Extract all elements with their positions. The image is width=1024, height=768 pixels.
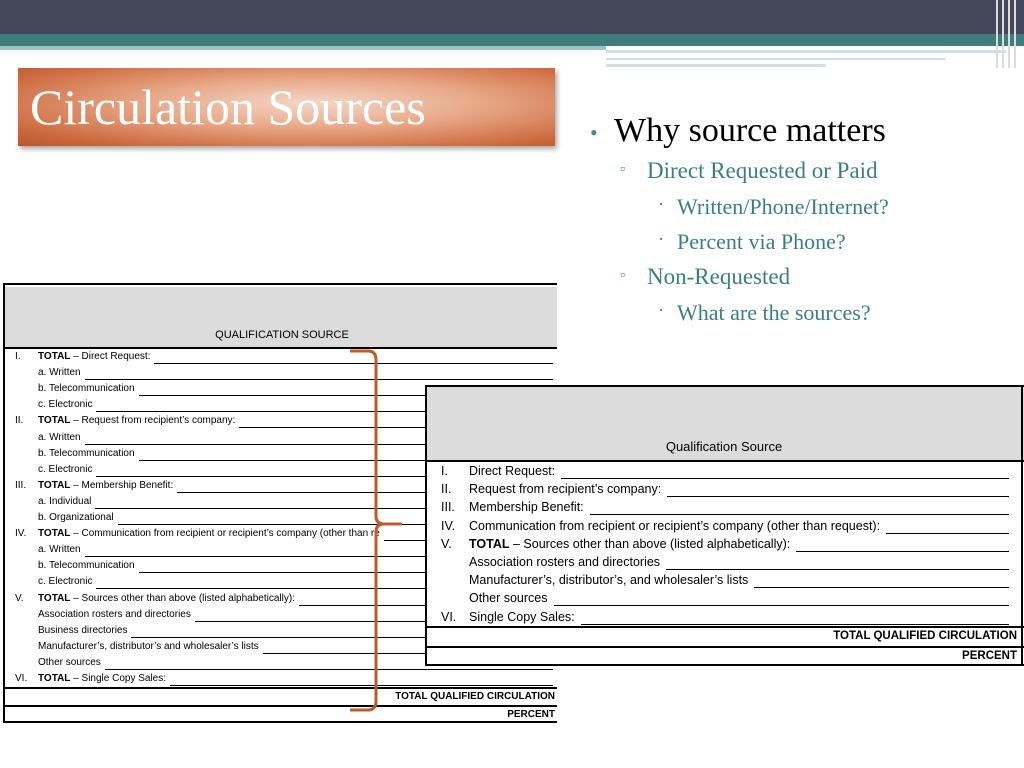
row-number: I.	[441, 464, 448, 478]
row-label: Single Copy Sales:	[469, 609, 575, 624]
row-label: TOTAL – Single Copy Sales:	[38, 673, 167, 684]
decorative-line	[606, 58, 946, 60]
decorative-line	[606, 50, 1006, 53]
form-row	[427, 573, 1024, 591]
form-header-label: Qualification Source	[665, 439, 783, 454]
row-number: III.	[15, 479, 27, 491]
row-label: a. Written	[38, 367, 81, 379]
percent-row: PERCENT	[5, 705, 557, 723]
bullet-item: · What are the sources?	[658, 300, 871, 325]
row-label: Direct Request:	[469, 464, 556, 478]
row-label: a. Written	[38, 544, 81, 556]
row-label: a. Individual	[38, 495, 92, 507]
bullet-item: ▫ Direct Requested or Paid	[620, 158, 878, 183]
form-new-qualification-source	[425, 385, 1024, 666]
slide-title: Circulation Sources	[30, 79, 426, 135]
bullet-item: · Written/Phone/Internet?	[658, 194, 889, 219]
decorative-line	[606, 64, 826, 67]
row-label: TOTAL – Communication from recipient or recipient’s company (other than re	[38, 528, 380, 540]
form-row	[427, 464, 1024, 482]
top-banner	[0, 0, 1024, 34]
row-label: c. Electronic	[38, 399, 93, 411]
form-header	[427, 387, 1024, 462]
total-row: TOTAL QUALIFIED CIRCULATION	[427, 626, 1024, 646]
row-label: Request from recipient’s company:	[469, 482, 662, 497]
form-row	[5, 351, 557, 367]
bullet-list	[590, 112, 1010, 335]
row-label: TOTAL – Request from recipient’s company:	[38, 415, 236, 427]
row-label: Membership Benefit:	[469, 500, 584, 515]
row-label: Communication from recipient or recipient’s company (other than request):	[469, 518, 881, 533]
bracket-annotation	[346, 346, 416, 716]
form-row	[427, 519, 1024, 537]
row-number: V.	[15, 592, 24, 604]
row-label: b. Telecommunication	[38, 383, 135, 395]
form-header	[5, 287, 557, 349]
row-number: VI.	[441, 609, 457, 624]
fill-line	[561, 478, 1009, 479]
row-number: III.	[441, 500, 455, 515]
top-light-stripe	[0, 46, 606, 50]
percent-row: PERCENT	[427, 646, 1024, 666]
fill-line	[666, 569, 1009, 570]
row-label: TOTAL – Direct Request:	[38, 351, 151, 362]
row-label: a. Written	[38, 431, 81, 443]
fill-line	[581, 624, 1009, 625]
form-row	[5, 367, 557, 383]
form-row	[427, 591, 1024, 609]
row-label: Association rosters and directories	[38, 608, 191, 620]
row-label: b. Telecommunication	[38, 447, 135, 459]
row-number: II.	[15, 415, 24, 427]
row-label: Other sources	[38, 656, 101, 668]
title-banner	[18, 68, 555, 146]
row-label: c. Electronic	[38, 463, 93, 475]
fill-line	[85, 379, 553, 380]
row-number: IV.	[441, 518, 456, 533]
row-label: c. Electronic	[38, 576, 93, 588]
row-number: V.	[441, 536, 452, 551]
total-row: TOTAL QUALIFIED CIRCULATION	[5, 687, 557, 705]
row-label: TOTAL – Membership Benefit:	[38, 479, 174, 491]
row-label: Association rosters and directories	[469, 555, 661, 569]
top-teal-stripe	[0, 34, 1024, 46]
corner-decoration	[992, 0, 1024, 68]
form-row	[427, 482, 1024, 500]
form-row	[427, 610, 1024, 628]
row-label: b. Telecommunication	[38, 560, 135, 572]
form-header-label: QUALIFICATION SOURCE	[215, 329, 349, 341]
row-number: IV.	[15, 528, 27, 540]
row-label: Manufacturer’s, distributor’s, and wholesaler’s lists	[469, 573, 749, 588]
row-number: VI.	[15, 673, 28, 684]
row-label: TOTAL – Sources other than above (listed alphabetically):	[38, 592, 295, 604]
bullet-item: · Percent via Phone?	[658, 229, 846, 254]
bullet-item: ▫ Non-Requested	[620, 264, 791, 289]
row-number: II.	[441, 482, 452, 497]
fill-line	[754, 587, 1009, 588]
fill-line	[590, 514, 1009, 515]
row-number: I.	[15, 351, 21, 362]
row-label: Other sources	[469, 591, 548, 606]
row-label: TOTAL – Sources other than above (listed alphabetically):	[469, 536, 791, 551]
bullet-item: • Why source matters	[590, 112, 886, 149]
row-label: Manufacturer’s, distributor’s and wholesaler’s lists	[38, 640, 259, 652]
form-row	[427, 555, 1024, 573]
fill-line	[796, 551, 1009, 552]
fill-line	[105, 669, 553, 670]
row-label: Business directories	[38, 624, 128, 636]
form-row	[427, 537, 1024, 555]
fill-line	[886, 533, 1009, 534]
fill-line	[554, 605, 1009, 606]
form-row	[427, 500, 1024, 518]
fill-line	[667, 496, 1009, 497]
row-label: b. Organizational	[38, 512, 114, 523]
